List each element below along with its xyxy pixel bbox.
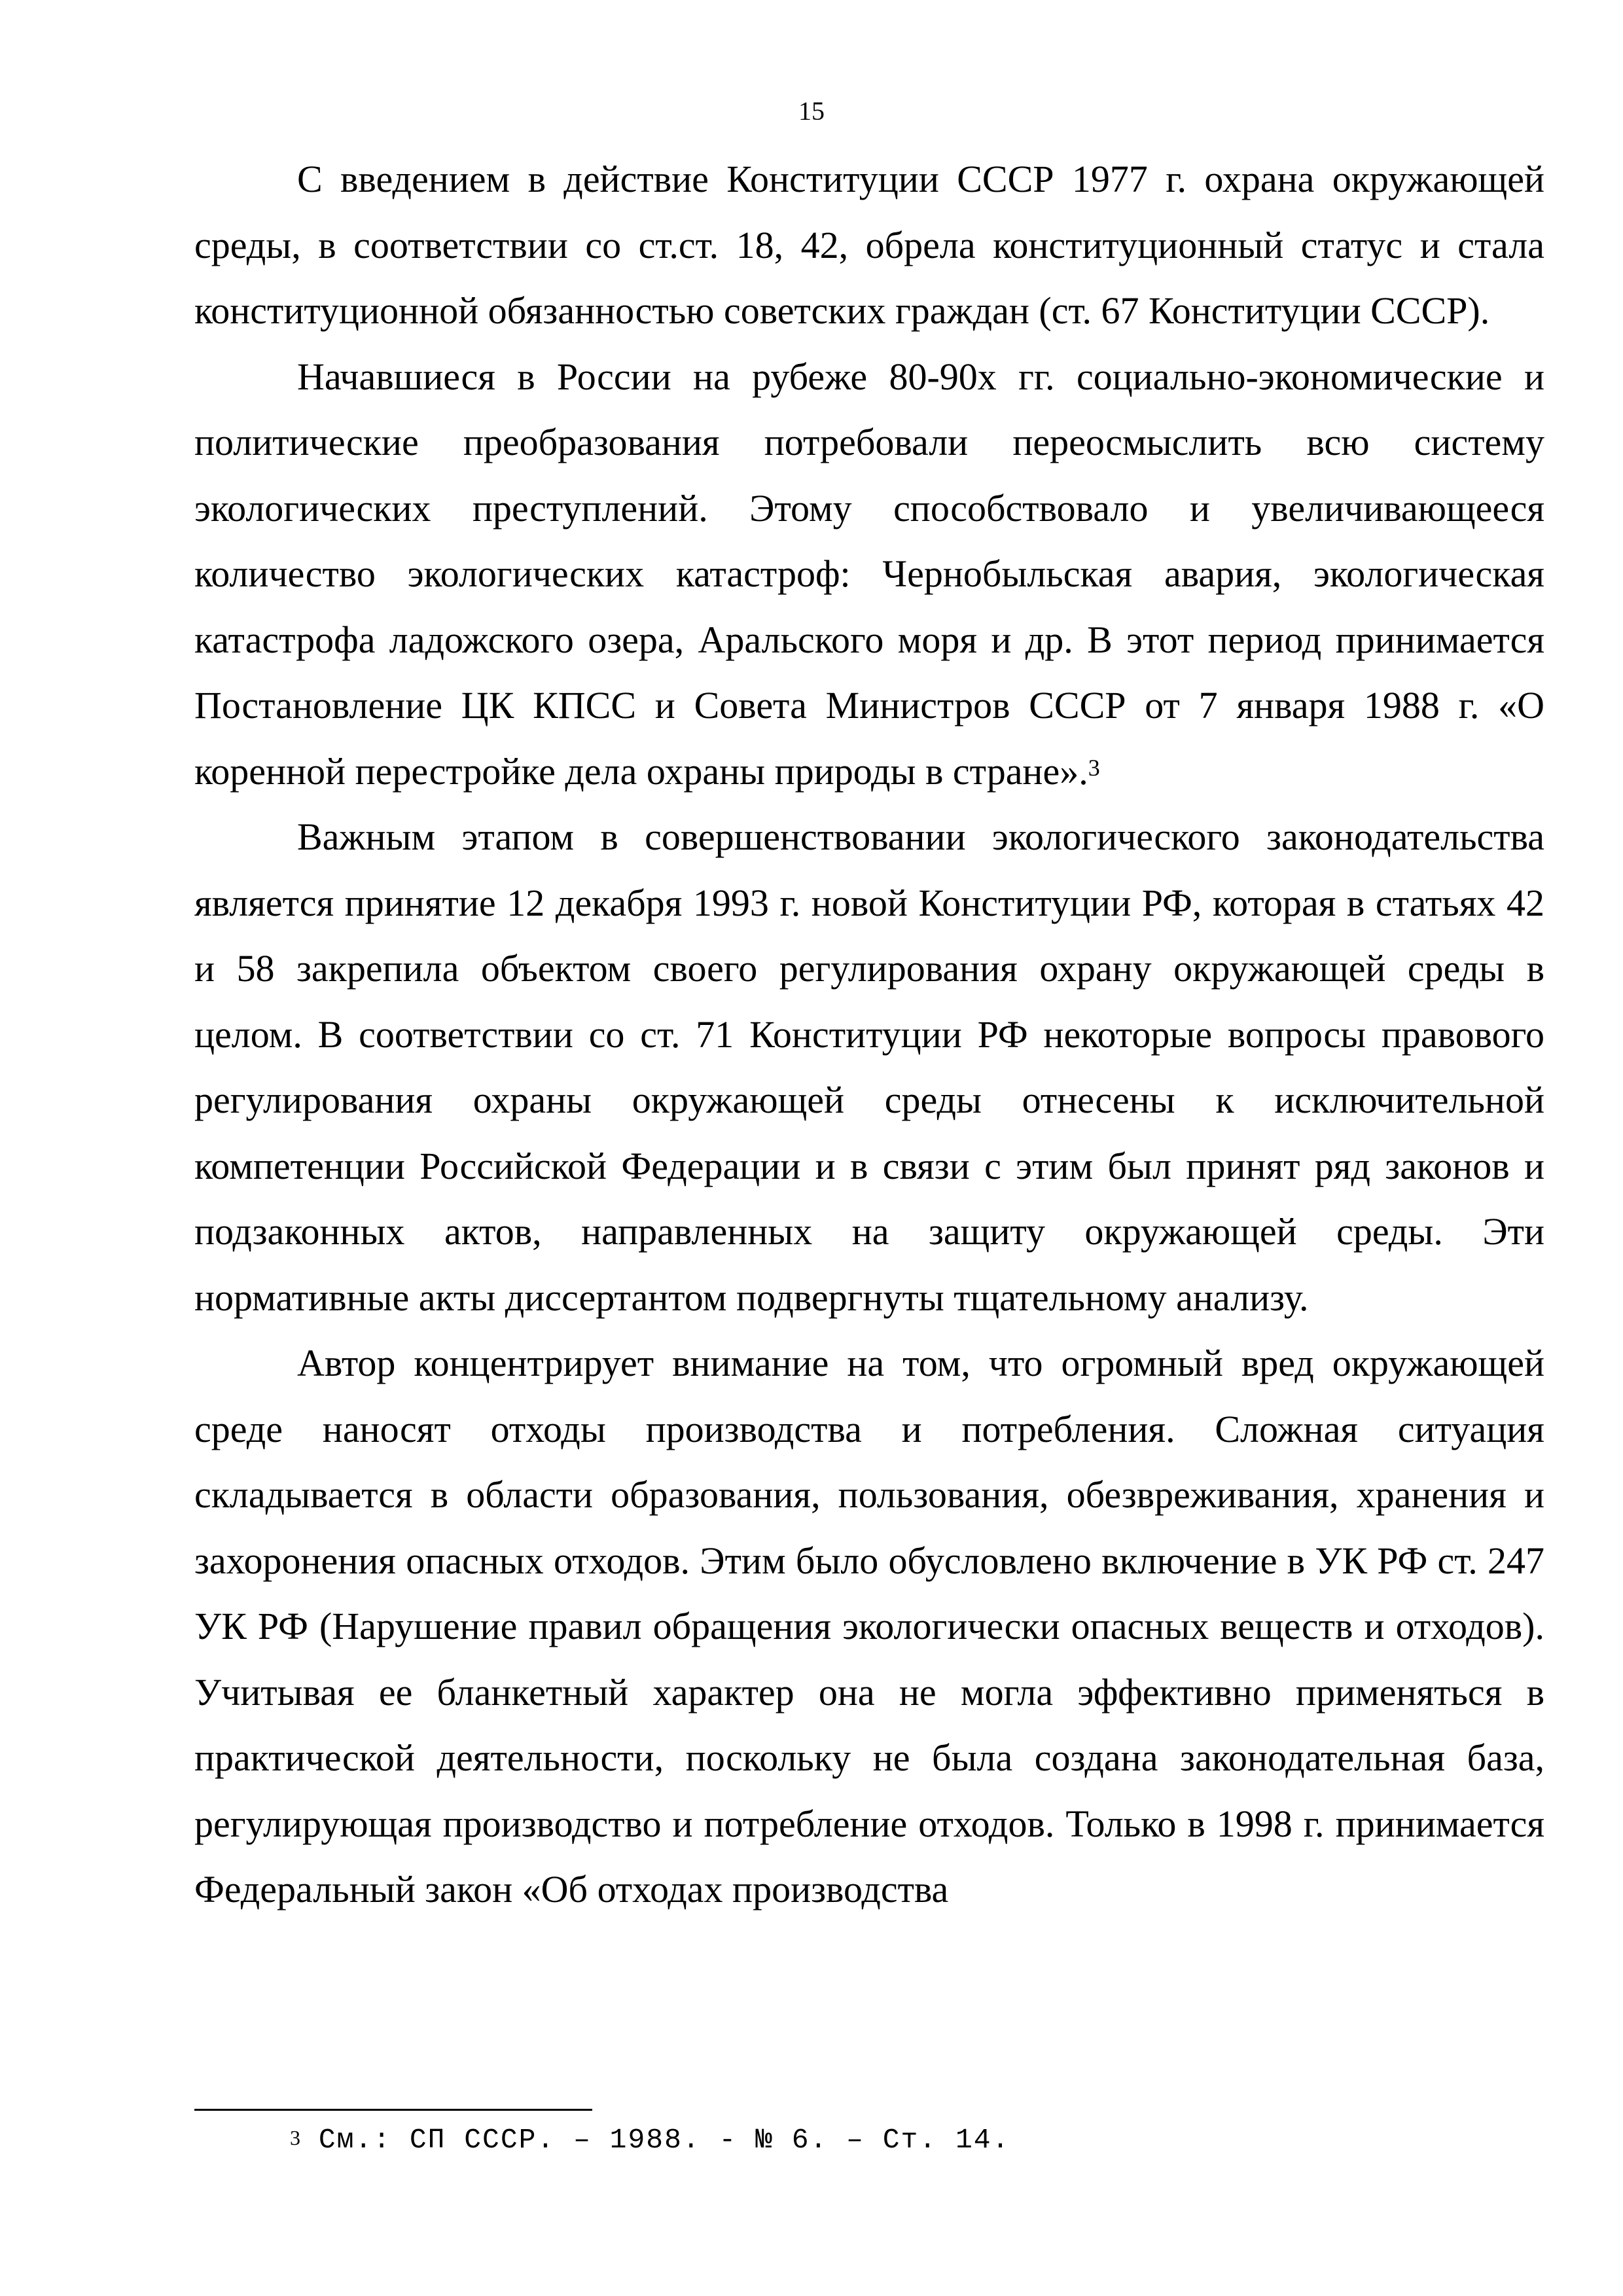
paragraph-text: Автор концентрирует внимание на том, что огромный вред окружающей среде наносят отходы производства и потребления. Сложная ситуация складывается в области образования, пользования, обезвреживания, хранения и захоронения опасных отходов. Этим было обусловлено включение в УК РФ ст. 247 УК РФ (Нарушение правил обращения экологически опасных веществ и отходов). Учитывая ее бланкетный характер она не могла эффективно применяться в практической деятельности, поскольку не была создана законодательная база, регулирующая производство и потребление отходов. Только в 1998 г. принимается Федеральный закон «Об отходах производства [194,1342,1544,1910]
paragraph-constitution-1993 [194,804,1544,1331]
body-text [194,147,1544,1923]
page-number: 15 [798,96,825,126]
paragraph-text: Начавшиеся в России на рубеже 80-90х гг. социально-экономические и политические преобразования потребовали переосмыслить всю систему экологических преступлений. Этому способствовало и увеличивающееся количество экологических катастроф: Чернобыльская авария, экологическая катастрофа ладожского озера, Аральского моря и др. В этот период принимается Постановление ЦК КПСС и Совета Министров СССР от 7 января 1988 г. «О коренной перестройке дела охраны природы в стране». [194,355,1544,793]
paragraph-text: Важным этапом в совершенствовании экологического законодательства является принятие 12 декабря 1993 г. новой Конституции РФ, которая в статьях 42 и 58 закрепила объектом своего регулирования охрану окружающей среды в целом. В соответствии со ст. 71 Конституции РФ некоторые вопросы правового регулирования охраны окружающей среды отнесены к исключительной компетенции Российской Федерации и в связи с этим был принят ряд законов и подзаконных актов, направленных на защиту окружающей среды. Эти нормативные акты диссертантом подвергнуты тщательному анализу. [194,816,1544,1319]
footnote-text: См.: СП СССР. – 1988. - № 6. – Ст. 14. [318,2124,1010,2156]
paragraph-reforms-80-90 [194,344,1544,805]
paragraph-waste [194,1331,1544,1923]
footnote [290,2121,1533,2160]
footnote-mark: 3 [290,2126,300,2149]
paragraph-constitution-1977 [194,147,1544,344]
footnote-reference[interactable]: 3 [1088,754,1100,781]
footnote-divider [194,2109,592,2111]
paragraph-text: С введением в действие Конституции СССР 1977 г. охрана окружающей среды, в соответствии со ст.ст. 18, 42, обрела конституционный статус и стала конституционной обязанностью советских граждан (ст. 67 Конституции СССР). [194,158,1544,332]
